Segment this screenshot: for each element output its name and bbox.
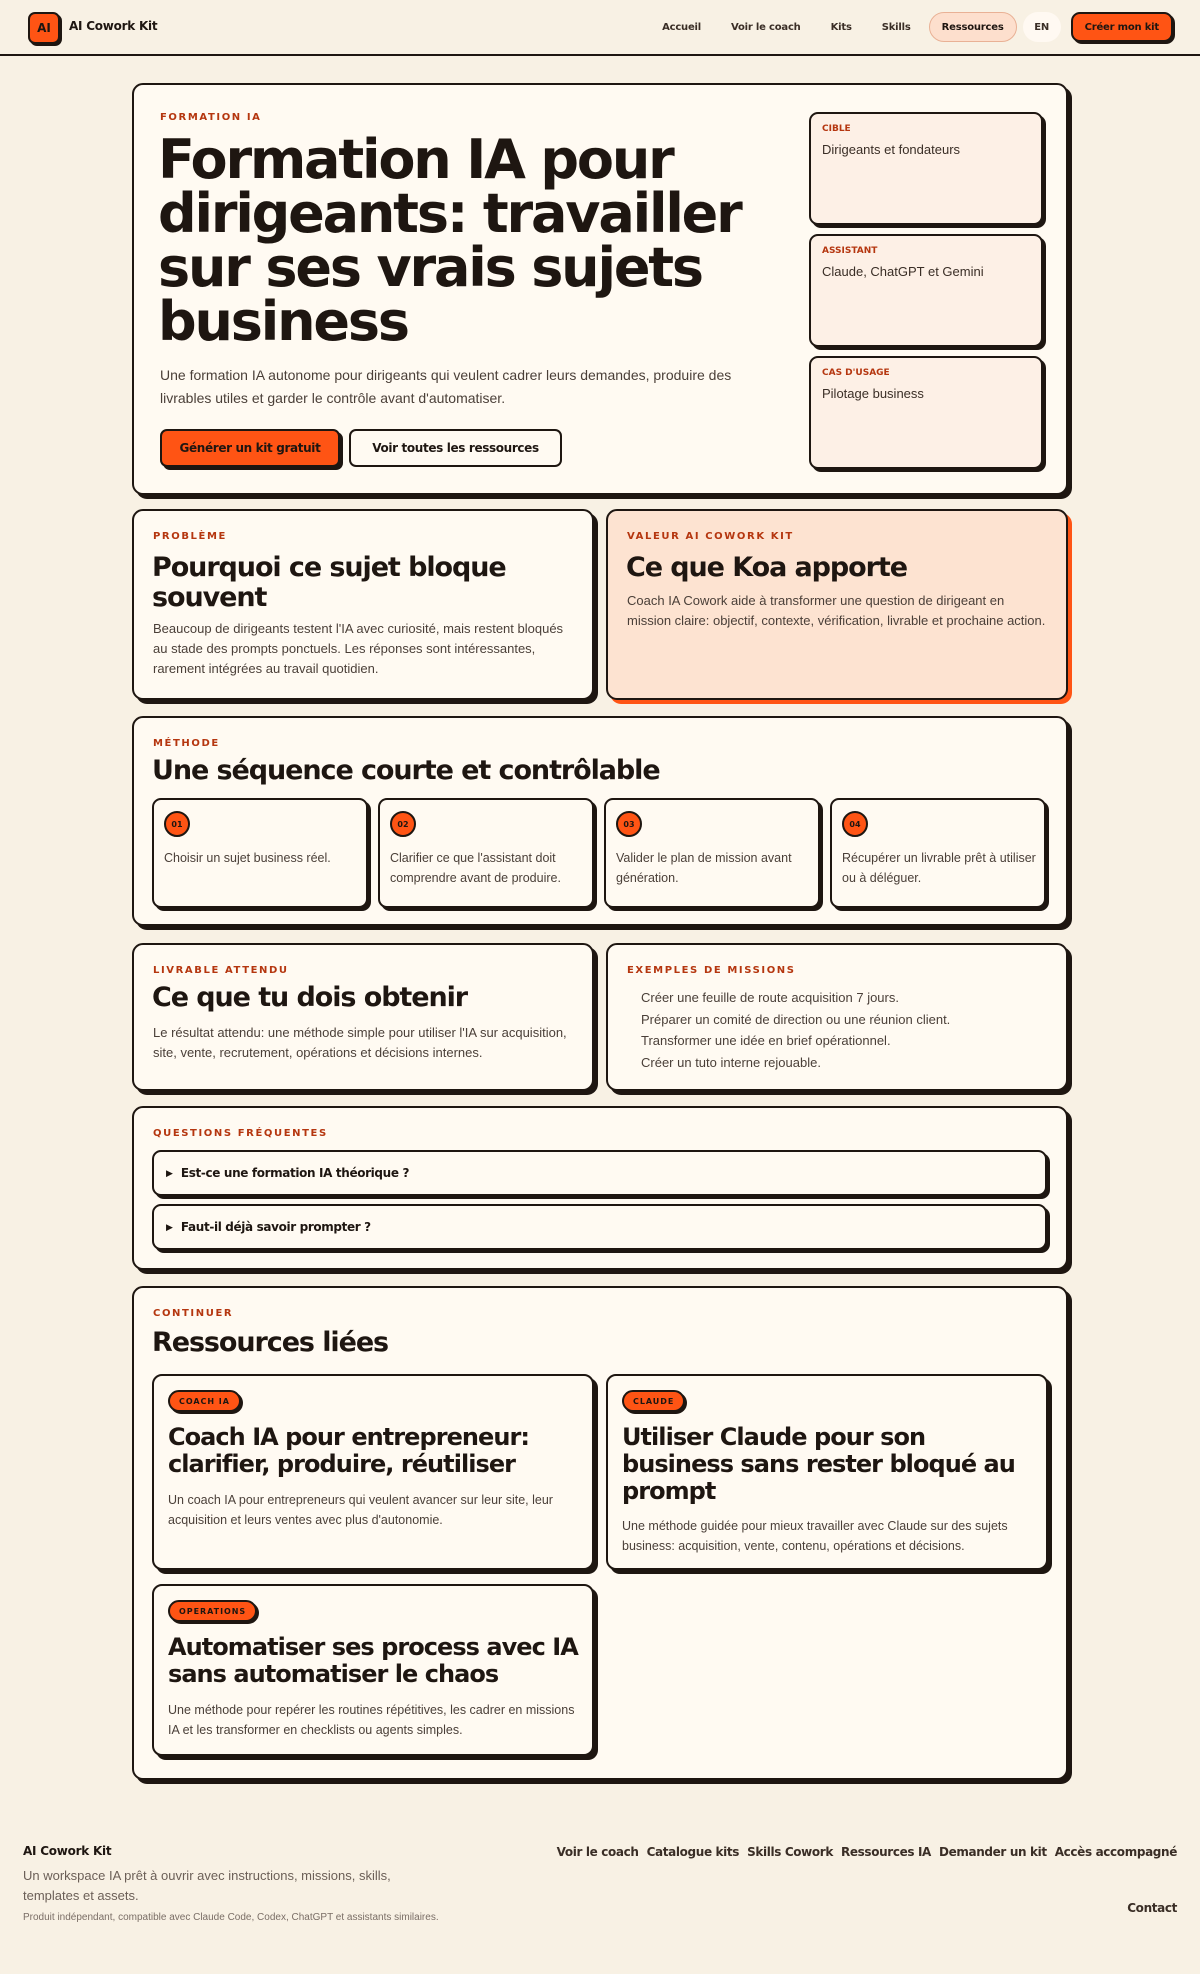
create-kit-button[interactable]: Créer mon kit [1071,12,1173,42]
faq-card [132,1106,1068,1270]
info-label: CIBLE [822,124,851,134]
info-value: Pilotage business [822,386,924,401]
step-text: Choisir un sujet business réel. [164,851,331,865]
missions-kicker: EXEMPLES DE MISSIONS [627,965,796,976]
problem-kicker: PROBLÈME [153,531,227,542]
resource-tag: CLAUDE [622,1390,685,1412]
main-nav [650,12,1173,42]
resource-card[interactable] [152,1584,594,1756]
brand-name[interactable]: AI Cowork Kit [69,19,158,33]
step-card [378,798,594,908]
deliverable-text: Le résultat attendu: une méthode simple pour utiliser l'IA sur acquisition, site, vente, recrutement, opérations et décisions internes. [153,1025,567,1060]
step-number: 04 [842,811,868,837]
nav-kits[interactable]: Kits [830,21,852,33]
info-value: Claude, ChatGPT et Gemini [822,264,984,279]
step-card [604,798,820,908]
faq-item[interactable] [152,1204,1047,1250]
page-title: Formation IA pour dirigeants: travailler sur ses vrais sujets business [158,128,741,353]
value-text: Coach IA Cowork aide à transformer une question de dirigeant en mission claire: objectif, contexte, vérification, livrable et prochaine action. [627,593,1046,628]
step-card [152,798,368,908]
problem-card [132,509,594,700]
step-text: Valider le plan de mission avant génération. [616,851,792,885]
all-resources-button[interactable]: Voir toutes les ressources [349,429,562,467]
value-title: Ce que Koa apporte [626,552,907,583]
resource-title: Automatiser ses process avec IA sans automatiser le chaos [168,1633,578,1688]
hero-description: Une formation IA autonome pour dirigeants qui veulent cadrer leurs demandes, produire des livrables utiles et garder le contrôle avant d'automatiser. [160,367,732,406]
list-item: Créer une feuille de route acquisition 7 jours. [641,990,899,1005]
nav-home[interactable]: Accueil [662,21,702,33]
problem-text: Beaucoup de dirigeants testent l'IA avec curiosité, mais restent bloqués au stade des prompts ponctuels. Les réponses sont intéressantes, rarement intégrées au travail quotidien. [153,621,564,676]
faq-question: Faut-il déjà savoir prompter ? [180,1220,371,1234]
info-value: Dirigeants et fondateurs [822,142,961,157]
resource-title: Coach IA pour entrepreneur: clarifier, produire, réutiliser [168,1423,529,1478]
resource-tag: OPERATIONS [168,1600,257,1622]
resource-card[interactable] [152,1374,594,1570]
related-card [132,1286,1068,1780]
nav-skills[interactable]: Skills [881,21,911,33]
step-text: Récupérer un livrable prêt à utiliser ou à déléguer. [842,851,1036,885]
deliverable-title: Ce que tu dois obtenir [152,982,468,1013]
nav-coach[interactable]: Voir le coach [731,21,801,33]
faq-item[interactable] [152,1150,1047,1196]
resource-tag: COACH IA [168,1390,241,1412]
step-number: 01 [164,811,190,837]
value-kicker: VALEUR AI COWORK KIT [627,531,794,542]
faq-question: Est-ce une formation IA théorique ? [180,1166,410,1180]
step-number: 03 [616,811,642,837]
resource-title: Utiliser Claude pour son business sans rester bloqué au prompt [622,1423,1015,1505]
hero-kicker: FORMATION IA [160,112,262,123]
info-card-target [809,112,1043,225]
list-item: Transformer une idée en brief opérationnel. [641,1033,891,1048]
method-card [132,716,1068,926]
related-title: Ressources liées [152,1327,389,1358]
list-item: Créer un tuto interne rejouable. [641,1054,821,1070]
info-label: ASSISTANT [822,246,878,256]
resource-text: Une méthode pour repérer les routines répétitives, les cadrer en missions IA et les transformer en checklists ou agents simples. [168,1703,575,1737]
site-header [0,0,1200,56]
missions-list [641,987,950,1073]
faq-kicker: QUESTIONS FRÉQUENTES [153,1128,328,1139]
nav-resources[interactable]: Ressources [929,12,1017,42]
step-number: 02 [390,811,416,837]
logo-icon[interactable]: AI [28,12,60,44]
value-card [606,509,1068,700]
disclosure-triangle-icon: ▶ [166,1221,173,1232]
method-kicker: MÉTHODE [153,738,220,749]
footer-note: Produit indépendant, compatible avec Claude Code, Codex, ChatGPT et assistants similaires. [23,1912,439,1923]
disclosure-triangle-icon: ▶ [166,1167,173,1178]
footer-link-catalog[interactable]: Catalogue kits [646,1845,740,1859]
footer-description: Un workspace IA prêt à ouvrir avec instructions, missions, skills, templates et assets. [23,1868,391,1903]
footer-link-guided-access[interactable]: Accès accompagné [1054,1845,1177,1859]
info-card-assistant [809,234,1043,347]
step-text: Clarifier ce que l'assistant doit comprendre avant de produire. [390,851,561,885]
related-kicker: CONTINUER [153,1308,234,1319]
list-item: Préparer un comité de direction ou une réunion client. [641,1011,951,1027]
language-switch[interactable]: EN [1023,12,1061,42]
resource-text: Un coach IA pour entrepreneurs qui veulent avancer sur leur site, leur acquisition et leurs ventes avec plus d'autonomie. [168,1493,553,1527]
missions-card [606,943,1068,1091]
info-label: CAS D'USAGE [822,368,890,378]
footer-link-skills[interactable]: Skills Cowork [747,1845,833,1859]
generate-kit-button[interactable]: Générer un kit gratuit [160,429,340,467]
info-card-use-case [809,356,1043,469]
hero-card [132,83,1068,495]
resource-text: Une méthode guidée pour mieux travailler avec Claude sur des sujets business: acquisition, vente, contenu, opérations et décisions. [622,1519,1008,1553]
problem-title: Pourquoi ce sujet bloque souvent [152,552,506,613]
resource-card[interactable] [606,1374,1048,1570]
step-card [830,798,1046,908]
footer-nav [557,1845,1177,1859]
footer-link-resources[interactable]: Ressources IA [840,1845,931,1859]
footer-contact-link[interactable]: Contact [1127,1901,1177,1915]
footer-brand: AI Cowork Kit [23,1844,112,1858]
footer-link-coach[interactable]: Voir le coach [556,1845,639,1859]
footer-link-request-kit[interactable]: Demander un kit [938,1845,1047,1859]
deliverable-kicker: LIVRABLE ATTENDU [153,965,289,976]
deliverable-card [132,943,594,1091]
method-title: Une séquence courte et contrôlable [152,755,660,786]
